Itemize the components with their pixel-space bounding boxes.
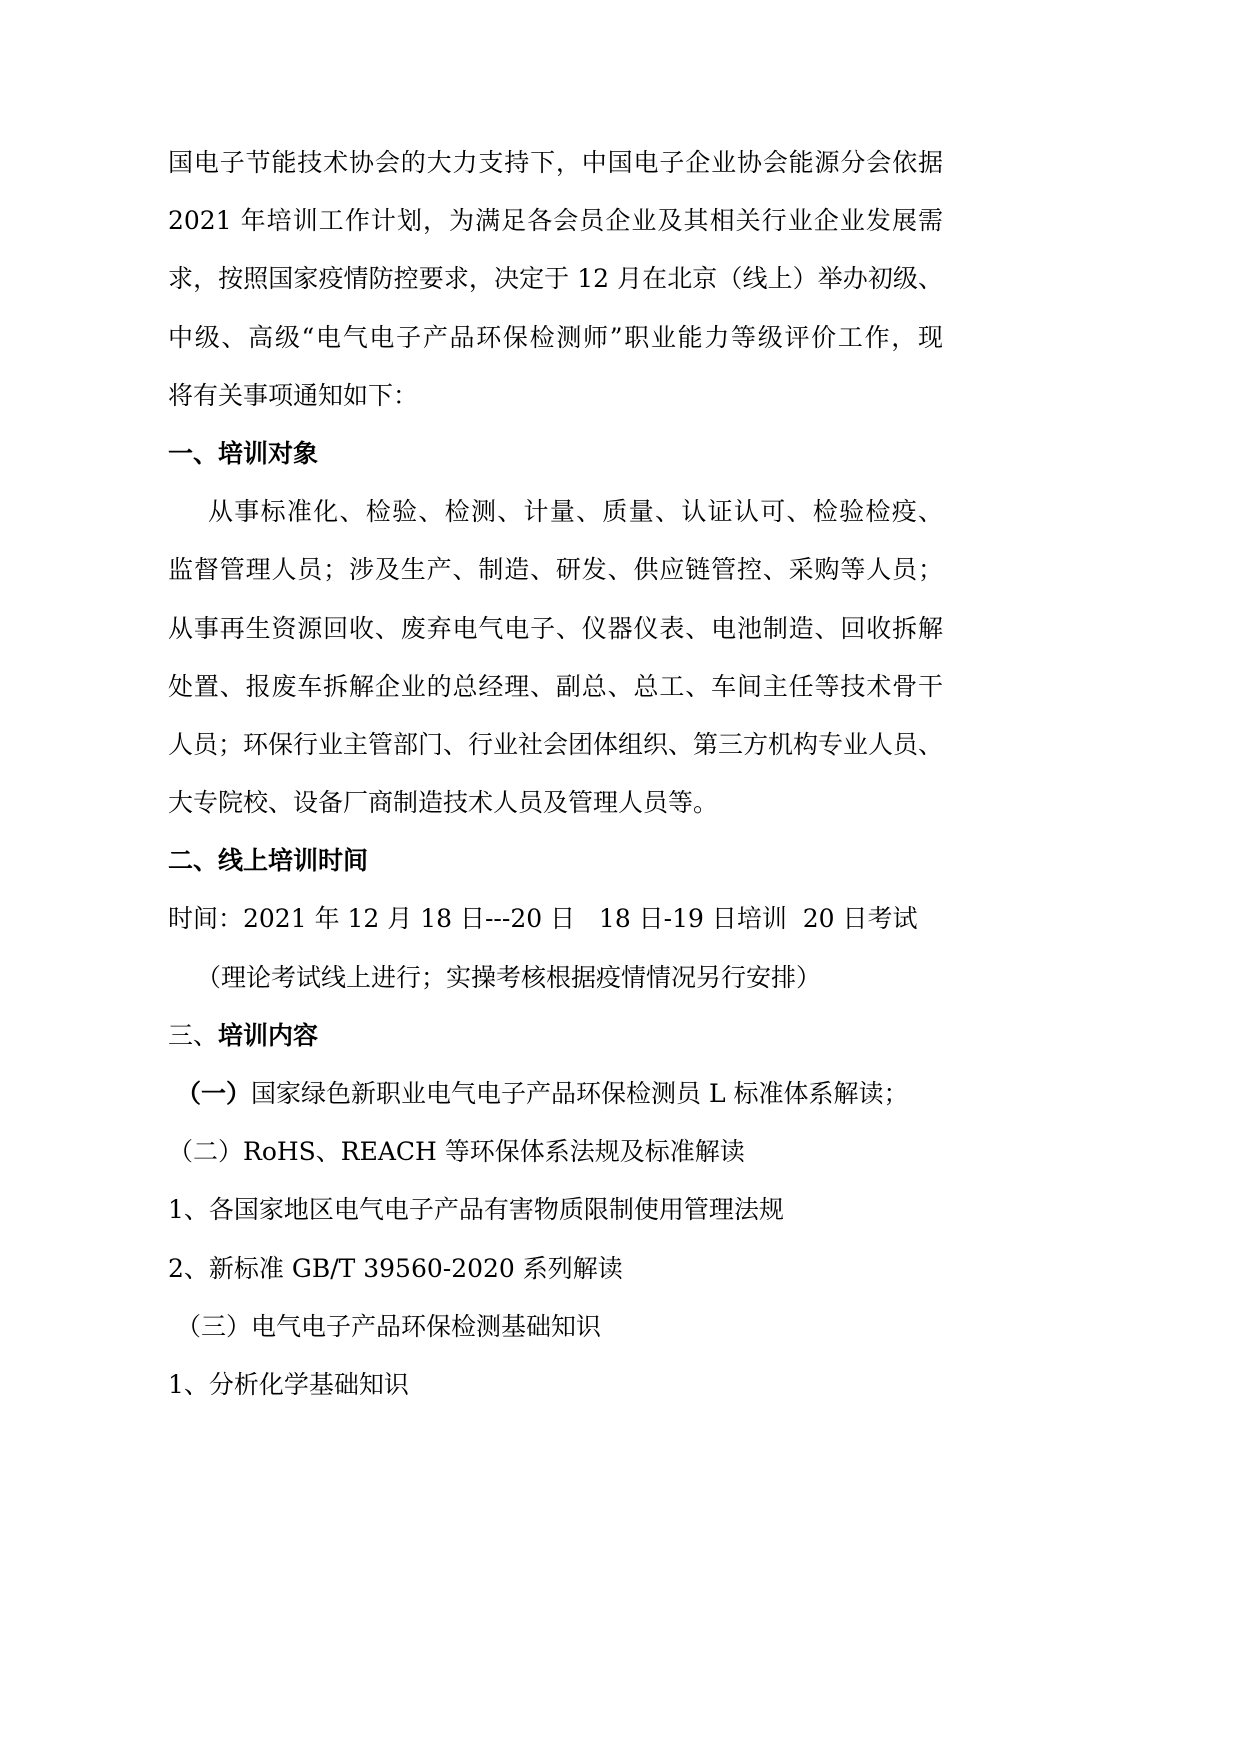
section1-line: 监督管理人员；涉及生产、制造、研发、供应链管控、采购等人员； [168,555,943,585]
section1-line: 人员；环保行业主管部门、行业社会团体组织、第三方机构专业人员、 [168,729,944,759]
section1-title: 培训对象 [218,438,319,468]
document-page [168,140,943,1420]
intro-line: 2021 年培训工作计划，为满足各会员企业及其相关行业企业发展需 [168,206,943,236]
section2-number: 二、 [168,846,219,876]
content-item-1-prefix: （一） [176,1079,252,1108]
content-item-1 [168,1071,943,1129]
content-item-3: （三）电气电子产品环保检测基础知识 [176,1311,602,1341]
section1-line: 处置、报废车拆解企业的总经理、副总、总工、车间主任等技术骨干 [168,671,943,701]
training-time: 时间：2021 年 12 月 18 日---20 日 18 日-19 日培训 20 日考试 [168,904,918,934]
section3-number: 三、 [168,1020,219,1050]
section1-line: 从事标准化、检验、检测、计量、质量、认证认可、检验检疫、 [208,497,943,527]
exam-note: （理论考试线上进行；实操考核根据疫情情况另行安排） [196,962,822,992]
intro-line: 国电子节能技术协会的大力支持下，中国电子企业协会能源分会依据 [168,148,943,177]
section1-line: 从事再生资源回收、废弃电气电子、仪器仪表、电池制造、回收拆解 [168,613,943,643]
content-item-3-sub-1: 1、分析化学基础知识 [168,1369,409,1399]
section2-title: 线上培训时间 [218,846,369,876]
section2-heading [168,838,943,896]
content-item-1-text: 国家绿色新职业电气电子产品环保检测员 L 标准体系解读； [251,1079,909,1108]
intro-line: 求，按照国家疫情防控要求，决定于 12 月在北京（线上）举办初级、 [168,264,943,294]
content-item-2: （二）RoHS、REACH 等环保体系法规及标准解读 [168,1137,745,1167]
intro-line: 将有关事项通知如下： [168,380,419,410]
section3-title: 培训内容 [218,1020,319,1050]
section3-heading [168,1013,943,1071]
content-item-2-sub-1: 1、各国家地区电气电子产品有害物质限制使用管理法规 [168,1195,784,1225]
intro-line: 中级、高级“电气电子产品环保检测师”职业能力等级评价工作，现 [168,322,943,352]
section1-heading [168,431,943,489]
section1-line: 大专院校、设备厂商制造技术人员及管理人员等。 [168,788,719,818]
content-item-2-sub-2: 2、新标准 GB/T 39560-2020 系列解读 [168,1253,623,1283]
section1-number: 一、 [168,438,219,468]
